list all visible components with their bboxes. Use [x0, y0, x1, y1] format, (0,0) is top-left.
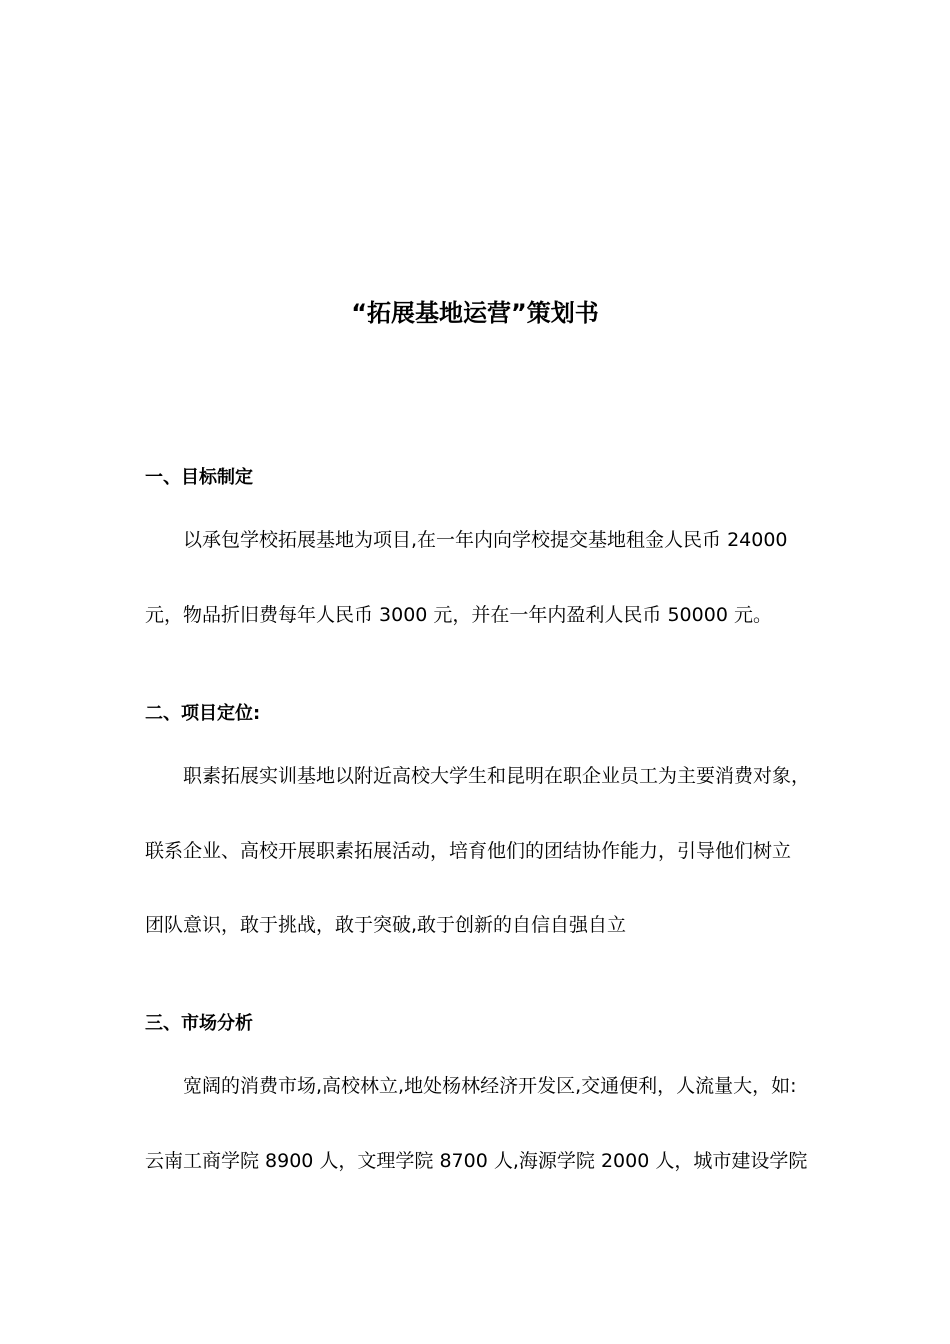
paragraph-line: 以承包学校拓展基地为项目,在一年内向学校提交基地租金人民币 24000 [183, 529, 788, 551]
paragraph-line: 团队意识，敢于挑战，敢于突破,敢于创新的自信自强自立 [145, 914, 627, 936]
paragraph-line: 职素拓展实训基地以附近高校大学生和昆明在职企业员工为主要消费对象， [183, 765, 811, 787]
paragraph-line: 宽阔的消费市场,高校林立,地处杨林经济开发区,交通便利，人流量大，如: [183, 1075, 797, 1097]
section-heading-goals: 一、目标制定 [145, 467, 253, 488]
section-heading-market: 三、市场分析 [145, 1013, 253, 1034]
paragraph-line: 元，物品折旧费每年人民币 3000 元，并在一年内盈利人民币 50000 元。 [145, 604, 772, 626]
document-title: “拓展基地运营”策划书 [351, 299, 599, 327]
paragraph-line: 云南工商学院 8900 人，文理学院 8700 人,海源学院 2000 人，城市建设学院 [145, 1150, 808, 1172]
section-heading-positioning: 二、项目定位: [145, 703, 261, 724]
paragraph-line: 联系企业、高校开展职素拓展活动，培育他们的团结协作能力，引导他们树立 [145, 840, 792, 862]
